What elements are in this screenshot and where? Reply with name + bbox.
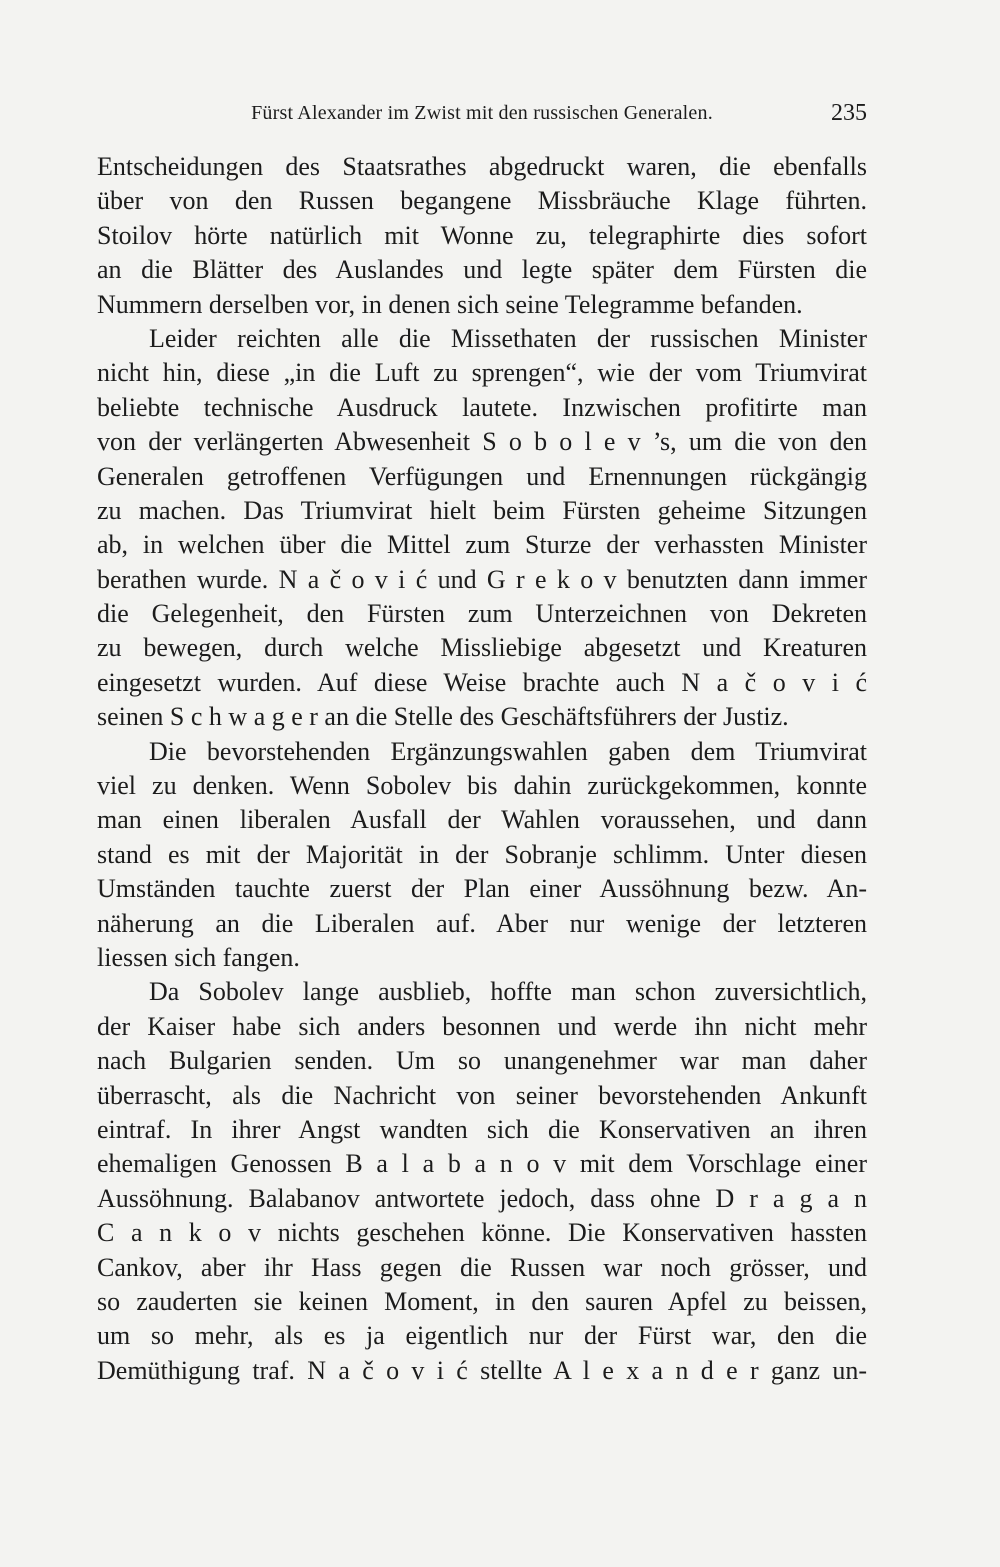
- text-line: Generalen getroffenen Verfügungen und Ernennungen rückgängig: [97, 461, 867, 491]
- text-line: an die Blätter des Auslandes und legte später dem Fürsten die: [97, 255, 867, 285]
- text-line: man einen liberalen Ausfall der Wahlen voraussehen, und dann: [97, 805, 867, 835]
- text-line: über von den Russen begangene Missbräuche Klage führten.: [97, 186, 867, 216]
- text-line: beliebte technische Ausdruck lautete. Inzwischen profitirte man: [97, 392, 867, 422]
- text-line: Cankov, aber ihr Hass gegen die Russen war noch grösser, und: [97, 1252, 867, 1282]
- text-line: nicht hin, diese „in die Luft zu sprengen“, wie der vom Triumvirat: [97, 358, 867, 388]
- page-number: 235: [831, 100, 867, 126]
- text-line: Umständen tauchte zuerst der Plan einer Aussöhnung bezw. An-: [97, 874, 867, 904]
- text-line: Da Sobolev lange ausblieb, hoffte man schon zuversichtlich,: [149, 977, 867, 1007]
- running-header-title: Fürst Alexander im Zwist mit den russischen Generalen.: [251, 102, 713, 124]
- text-line: näherung an die Liberalen auf. Aber nur wenige der letzteren: [97, 908, 867, 938]
- text-line: zu bewegen, durch welche Missliebige abgesetzt und Kreaturen: [97, 633, 867, 663]
- text-line: viel zu denken. Wenn Sobolev bis dahin zurückgekommen, konnte: [97, 771, 867, 801]
- text-line: überrascht, als die Nachricht von seiner bevorstehenden Ankunft: [97, 1080, 867, 1110]
- text-line: nach Bulgarien senden. Um so unangenehmer war man daher: [97, 1046, 867, 1076]
- text-line: eintraf. In ihrer Angst wandten sich die Konservativen an ihren: [97, 1114, 867, 1144]
- text-line: C a n k o v nichts geschehen könne. Die Konservativen hassten: [97, 1218, 867, 1248]
- text-line: Stoilov hörte natürlich mit Wonne zu, telegraphirte dies sofort: [97, 220, 867, 250]
- text-line: so zauderten sie keinen Moment, in den sauren Apfel zu beissen,: [97, 1286, 867, 1316]
- text-line: ehemaligen Genossen B a l a b a n o v mit dem Vorschlage einer: [97, 1149, 867, 1179]
- text-line: der Kaiser habe sich anders besonnen und werde ihn nicht mehr: [97, 1011, 867, 1041]
- text-line: zu machen. Das Triumvirat hielt beim Fürsten geheime Sitzungen: [97, 495, 867, 525]
- text-line: von der verlängerten Abwesenheit S o b o l e v ’s, um die von den: [97, 427, 867, 457]
- text-line: berathen wurde. N a č o v i ć und G r e k o v benutzten dann immer: [97, 564, 867, 594]
- text-line: ab, in welchen über die Mittel zum Sturze der verhassten Minister: [97, 530, 867, 560]
- text-line: liessen sich fangen.: [97, 942, 300, 972]
- text-line: stand es mit der Majorität in der Sobranje schlimm. Unter diesen: [97, 839, 867, 869]
- running-header: [97, 102, 867, 132]
- text-line: Leider reichten alle die Missethaten der russischen Minister: [149, 323, 867, 353]
- body-text: [97, 150, 867, 1388]
- text-line: eingesetzt wurden. Auf diese Weise brachte auch N a č o v i ć: [97, 667, 867, 697]
- text-line: seinen S c h w a g e r an die Stelle des Geschäftsführers der Justiz.: [97, 702, 789, 732]
- text-line: Die bevorstehenden Ergänzungswahlen gaben dem Triumvirat: [149, 736, 867, 766]
- text-line: Demüthigung traf. N a č o v i ć stellte A l e x a n d e r ganz un-: [97, 1355, 867, 1385]
- text-line: Nummern derselben vor, in denen sich seine Telegramme befanden.: [97, 289, 803, 319]
- text-line: Entscheidungen des Staatsrathes abgedruckt waren, die ebenfalls: [97, 152, 867, 181]
- text-line: die Gelegenheit, den Fürsten zum Unterzeichnen von Dekreten: [97, 599, 867, 629]
- text-line: Aussöhnung. Balabanov antwortete jedoch, dass ohne D r a g a n: [97, 1183, 867, 1213]
- text-line: um so mehr, als es ja eigentlich nur der Fürst war, den die: [97, 1321, 867, 1351]
